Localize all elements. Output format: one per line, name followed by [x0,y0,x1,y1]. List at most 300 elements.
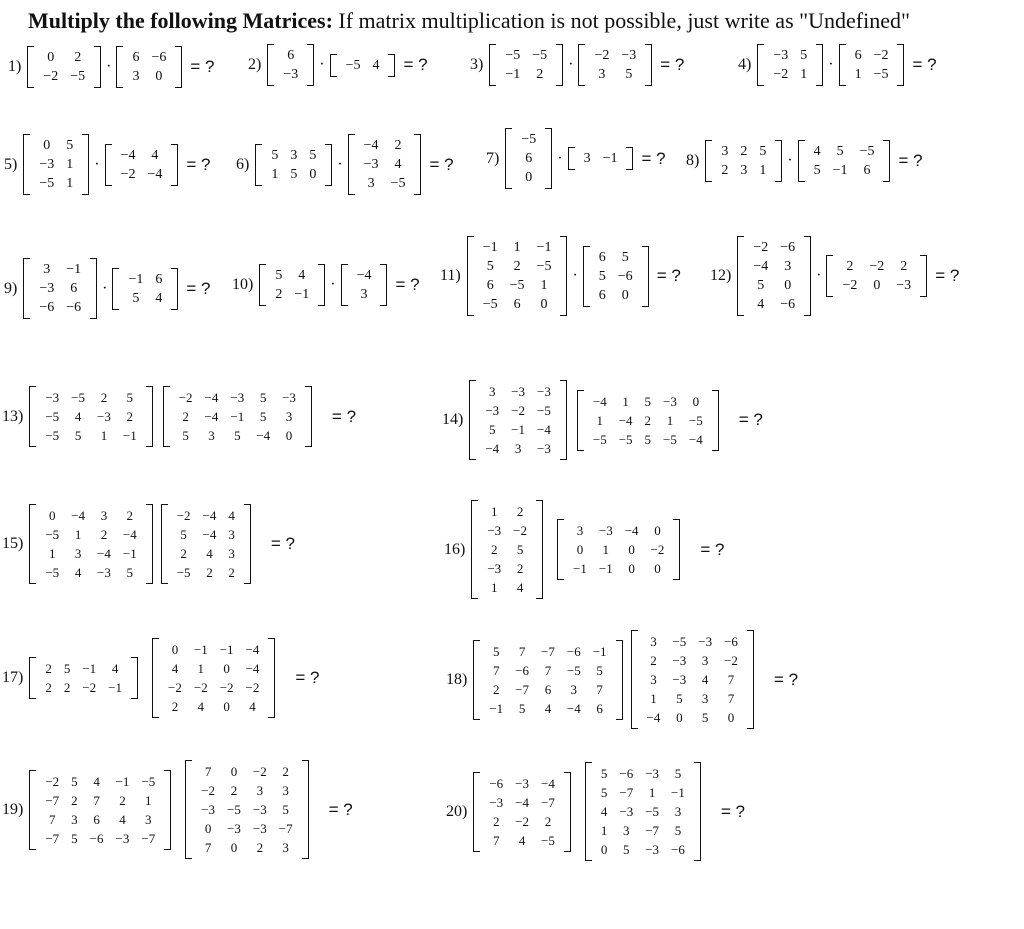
matrix-entry: −2 [168,680,182,695]
matrix-entry: 3 [583,151,591,166]
matrix-entry: 2 [493,813,500,829]
matrix-a [27,46,101,88]
equals-question: = ? [270,534,295,553]
matrix-entry: 5 [674,823,682,838]
multiply-dot: · [787,152,793,169]
matrix-entry: −3 [97,565,111,580]
matrix-entry: −7 [619,785,634,800]
matrix-entry: 2 [721,163,729,178]
multiply-dot: · [828,56,834,73]
matrix-entry: 4 [111,661,119,676]
problem-15 [2,504,299,584]
matrix-entry: 2 [650,653,657,668]
matrix-entry: −5 [505,48,521,63]
problem-number: 11) [440,267,461,284]
matrix-entry: 2 [516,504,524,519]
matrix-entry: −2 [245,680,260,695]
matrix-entry: 4 [701,672,709,687]
matrix-entry: 5 [132,290,140,306]
matrix-a [705,140,782,182]
equals-question: = ? [720,801,745,821]
matrix-entry: −5 [688,412,703,428]
equals-question: = ? [186,154,211,174]
matrix-entry: −5 [141,773,156,789]
matrix-entry: −2 [650,542,665,557]
matrix-entry: 5 [621,249,629,265]
matrix-entry: −2 [515,813,530,829]
matrix-entry: 5 [800,48,808,63]
matrix-entry: −4 [71,508,86,523]
matrix-entry: 3 [290,147,298,163]
matrix-entry: −1 [66,262,82,277]
matrix-entry: −2 [594,48,610,63]
problem-number: 9) [4,279,18,297]
matrix-entry: 3 [598,67,606,82]
matrix-entry: −5 [672,634,687,649]
matrix-entry: −3 [672,672,687,687]
matrix-entry: 7 [204,764,212,779]
matrix-entry: −2 [873,48,889,63]
matrix-entry: −4 [202,508,217,523]
problem-number: 20) [446,802,468,820]
matrix-entry: 2 [126,409,134,424]
matrix-entry: 6 [155,271,163,287]
matrix-entry: −1 [598,561,613,576]
matrix-entry: 7 [727,691,735,706]
matrix-entry: −7 [515,681,530,697]
matrix-entry: 1 [66,176,74,191]
worksheet-title [28,8,910,34]
equals-question: = ? [328,799,353,819]
matrix-entry: 5 [126,565,134,580]
matrix-b [185,760,308,859]
problem-5 [4,134,214,195]
problem-10 [232,264,424,306]
matrix-entry: −3 [537,384,551,399]
matrix-entry: 0 [873,278,881,293]
matrix-entry: −4 [122,527,137,542]
matrix-entry: 2 [493,681,500,697]
matrix-entry: 2 [275,287,283,302]
matrix-entry: 5 [516,542,524,557]
matrix-entry: −3 [230,390,245,405]
matrix-entry: 6 [598,287,606,303]
matrix-entry: 1 [271,166,279,182]
matrix-entry: −1 [122,546,137,561]
matrix-entry: 1 [596,412,604,428]
matrix-entry: −3 [645,842,660,857]
matrix-entry: 1 [602,542,610,557]
matrix-entry: −4 [688,431,703,447]
matrix-b [839,44,905,86]
matrix-entry: −4 [624,523,639,538]
matrix-entry: −1 [671,785,685,800]
matrix-entry: −5 [618,431,633,447]
matrix-entry: −4 [618,412,633,428]
matrix-b [583,246,649,307]
matrix-entry: 1 [100,428,108,443]
matrix-entry: −1 [536,240,552,255]
matrix-entry: −4 [97,546,111,561]
matrix-entry: −6 [39,300,55,315]
matrix-entry: −4 [541,775,555,791]
matrix-a [23,134,89,195]
problem-number: 17) [2,669,24,686]
matrix-entry: −3 [698,634,713,649]
matrix-entry: −3 [252,821,267,836]
equals-question: = ? [898,151,923,170]
matrix-entry: −6 [780,297,796,312]
matrix-entry: 1 [854,67,862,82]
matrix-entry: −7 [541,794,555,810]
problem-number: 7) [486,149,500,167]
matrix-entry: −4 [245,642,260,657]
matrix-entry: 0 [525,170,533,185]
multiply-dot: · [94,155,100,173]
matrix-entry: −3 [487,561,502,576]
matrix-entry: −3 [97,409,111,424]
matrix-entry: −1 [193,642,208,657]
matrix-entry: −3 [598,523,613,538]
matrix-entry: 7 [544,662,552,678]
matrix-entry: 1 [800,67,808,82]
matrix-entry: 4 [757,297,765,312]
matrix-a [757,44,823,86]
matrix-entry: 5 [259,390,267,405]
matrix-entry: 2 [846,259,854,274]
matrix-entry: 0 [654,523,661,538]
problem-6 [236,134,458,195]
problem-3 [470,44,688,86]
matrix-entry: 3 [43,262,51,277]
matrix-entry: −7 [141,830,156,846]
matrix-entry: 0 [628,561,635,576]
matrix-entry: 6 [287,48,295,63]
equals-question: = ? [429,154,454,174]
matrix-a [255,144,332,186]
matrix-entry: 5 [600,766,608,781]
matrix-entry: 3 [228,546,235,561]
matrix-entry: −2 [178,390,193,405]
matrix-entry: 4 [813,144,821,159]
matrix-entry: 2 [63,680,71,695]
matrix-entry: −5 [176,565,191,580]
matrix-entry: −3 [39,281,55,296]
matrix-entry: 5 [813,163,821,178]
matrix-entry: 0 [628,542,635,557]
matrix-entry: −3 [115,830,130,846]
matrix-entry: 2 [74,50,82,65]
matrix-entry: −2 [120,166,136,182]
matrix-entry: 6 [544,681,552,697]
equals-question: = ? [738,410,763,429]
problem-7 [486,128,670,189]
matrix-entry: −5 [532,48,548,63]
matrix-entry: 6 [93,811,100,827]
matrix-entry: 0 [230,840,238,855]
matrix-entry: −7 [278,821,293,836]
matrix-entry: −3 [645,766,660,781]
matrix-entry: 5 [644,393,652,409]
matrix-b [152,638,275,718]
matrix-entry: −4 [537,422,551,437]
matrix-entry: −6 [724,634,738,649]
matrix-entry: −5 [71,390,86,405]
matrix-entry: 5 [486,259,494,274]
multiply-dot: · [102,279,108,297]
matrix-entry: −7 [541,643,555,659]
matrix-b [631,630,754,729]
matrix-entry: 0 [540,297,548,312]
matrix-entry: −1 [219,642,234,657]
matrix-entry: 1 [491,504,498,519]
matrix-entry: 6 [70,281,78,296]
matrix-entry: 2 [45,680,52,695]
matrix-a [473,772,571,852]
matrix-entry: −1 [832,163,848,178]
problem-2 [248,44,432,86]
equals-question: = ? [331,406,357,426]
matrix-entry: 1 [650,691,657,706]
matrix-entry: 0 [692,393,700,409]
matrix-entry: −3 [537,441,551,456]
matrix-entry: −2 [869,259,885,274]
multiply-dot: · [816,267,822,284]
matrix-entry: −1 [128,271,144,287]
matrix-entry: −4 [515,794,530,810]
matrix-entry: 4 [544,700,552,716]
matrix-entry: −5 [482,297,498,312]
problem-14 [442,380,767,460]
matrix-entry: 1 [666,412,674,428]
matrix-entry: 7 [493,662,500,678]
matrix-entry: 3 [256,783,264,798]
matrix-entry: 5 [836,144,844,159]
problem-19 [2,760,357,859]
matrix-entry: 2 [394,138,402,153]
matrix-entry: −4 [120,147,136,163]
matrix-entry: 3 [208,428,215,443]
matrix-entry: 6 [854,48,862,63]
matrix-entry: −2 [773,67,789,82]
equals-question: = ? [186,278,211,298]
matrix-entry: −3 [45,390,60,405]
matrix-entry: −2 [45,773,60,789]
matrix-entry: 3 [650,672,657,687]
matrix-entry: 4 [518,832,526,848]
matrix-entry: 1 [513,240,521,255]
matrix-b [161,504,251,584]
matrix-entry: 2 [182,409,189,424]
matrix-entry: −4 [204,409,219,424]
problem-number: 8) [686,152,700,169]
matrix-entry: 2 [100,527,108,542]
matrix-entry: 5 [63,661,71,676]
equals-question: = ? [773,669,799,689]
matrix-b [163,386,312,447]
matrix-a [467,236,568,316]
matrix-entry: −4 [753,259,769,274]
title-bold: Multiply the following Matrices: [28,8,333,33]
matrix-entry: −1 [489,700,504,716]
matrix-entry: 5 [625,67,633,82]
matrix-entry: −2 [252,764,267,779]
matrix-entry: −6 [89,830,104,846]
matrix-entry: −6 [617,268,633,284]
equals-question: = ? [660,55,685,74]
problem-20 [446,762,749,861]
matrix-entry: 5 [518,700,526,716]
matrix-entry: 5 [644,431,652,447]
matrix-entry: −3 [282,390,296,405]
matrix-entry: −4 [363,138,379,153]
matrix-entry: −4 [646,710,661,725]
matrix-entry: 7 [93,792,100,808]
matrix-entry: 4 [600,804,608,819]
matrix-entry: −5 [70,69,86,84]
matrix-entry: −1 [602,151,618,166]
matrix-entry: 2 [644,412,652,428]
matrix-entry: −1 [482,240,498,255]
problem-number: 14) [442,411,464,428]
matrix-entry: 5 [600,785,608,800]
matrix-entry: 7 [518,643,526,659]
matrix-entry: −7 [45,792,60,808]
problem-number: 12) [710,267,732,284]
problem-number: 4) [738,56,752,73]
matrix-entry: 1 [540,278,548,293]
matrix-entry: −6 [66,300,82,315]
matrix-entry: 5 [282,802,289,817]
matrix-entry: 5 [757,278,765,293]
matrix-entry: −1 [573,561,587,576]
matrix-entry: 5 [676,691,683,706]
matrix-entry: 2 [491,542,498,557]
problem-13 [2,386,360,447]
matrix-entry: −2 [219,680,234,695]
matrix-a [29,657,138,699]
matrix-entry: −2 [513,523,528,538]
matrix-entry: −4 [356,268,372,283]
problem-11 [440,236,685,316]
matrix-entry: 5 [126,390,134,405]
matrix-entry: −3 [252,802,267,817]
matrix-entry: 7 [493,832,500,848]
matrix-entry: 5 [493,643,500,659]
matrix-entry: 4 [155,290,163,306]
equals-question: = ? [395,275,420,294]
matrix-entry: 3 [650,634,657,649]
matrix-entry: −3 [487,523,502,538]
matrix-entry: 4 [119,811,126,827]
matrix-entry: −5 [227,802,241,817]
matrix-b [112,268,178,310]
matrix-entry: 0 [784,278,792,293]
matrix-entry: 1 [49,546,56,561]
matrix-entry: 3 [701,691,709,706]
matrix-entry: 0 [223,661,230,676]
matrix-entry: −6 [566,643,581,659]
matrix-entry: −5 [345,57,361,73]
matrix-entry: −6 [780,240,796,255]
matrix-a [489,44,563,86]
matrix-entry: 3 [701,653,709,668]
matrix-entry: 5 [701,710,709,725]
matrix-entry: −2 [724,653,738,668]
equals-question: = ? [656,266,681,285]
matrix-entry: −3 [619,804,634,819]
matrix-entry: 4 [228,508,235,523]
matrix-entry: −4 [245,661,260,676]
matrix-entry: 1 [197,661,205,676]
matrix-entry: 1 [759,163,767,178]
matrix-entry: 3 [576,523,584,538]
matrix-entry: 4 [394,157,402,172]
matrix-entry: 6 [513,297,521,312]
matrix-b [341,264,388,306]
matrix-entry: 5 [180,527,187,542]
matrix-entry: 5 [309,147,317,163]
matrix-entry: 0 [171,642,179,657]
matrix-entry: 5 [259,409,267,424]
matrix-a [259,264,325,306]
matrix-entry: −3 [773,48,789,63]
matrix-entry: −3 [672,653,687,668]
matrix-entry: 6 [132,50,140,65]
multiply-dot: · [330,276,336,293]
equals-question: = ? [295,668,320,687]
matrix-a [23,258,97,319]
matrix-entry: 2 [516,561,524,576]
matrix-entry: 3 [784,259,792,274]
matrix-entry: 5 [71,830,78,846]
matrix-entry: −1 [108,680,123,695]
matrix-entry: 3 [623,823,630,838]
matrix-entry: 1 [66,157,74,172]
equals-question: = ? [912,55,937,74]
problem-17 [2,638,324,718]
matrix-entry: 5 [74,428,82,443]
matrix-entry: −6 [515,662,530,678]
matrix-entry: 5 [234,428,241,443]
matrix-entry: 5 [489,422,496,437]
matrix-entry: 6 [596,700,603,716]
matrix-entry: 3 [721,144,729,159]
matrix-entry: 3 [145,811,152,827]
matrix-entry: −6 [151,50,167,65]
matrix-entry: 6 [598,249,606,265]
matrix-entry: −3 [201,802,216,817]
matrix-entry: 2 [740,144,748,159]
matrix-a [505,128,552,189]
matrix-entry: −5 [663,431,677,447]
matrix-entry: 2 [45,661,52,676]
matrix-b [348,134,422,195]
matrix-entry: 0 [47,50,55,65]
problem-number: 19) [2,800,24,818]
matrix-b [330,54,396,77]
matrix-entry: 3 [132,69,140,84]
problem-number: 6) [236,155,250,173]
matrix-entry: −2 [201,783,216,798]
matrix-a [471,500,543,599]
matrix-entry: 6 [525,151,533,166]
matrix-a [29,386,152,447]
matrix-entry: 3 [740,163,748,178]
matrix-entry: 1 [145,792,152,808]
matrix-b [578,44,652,86]
matrix-entry: 2 [544,813,552,829]
